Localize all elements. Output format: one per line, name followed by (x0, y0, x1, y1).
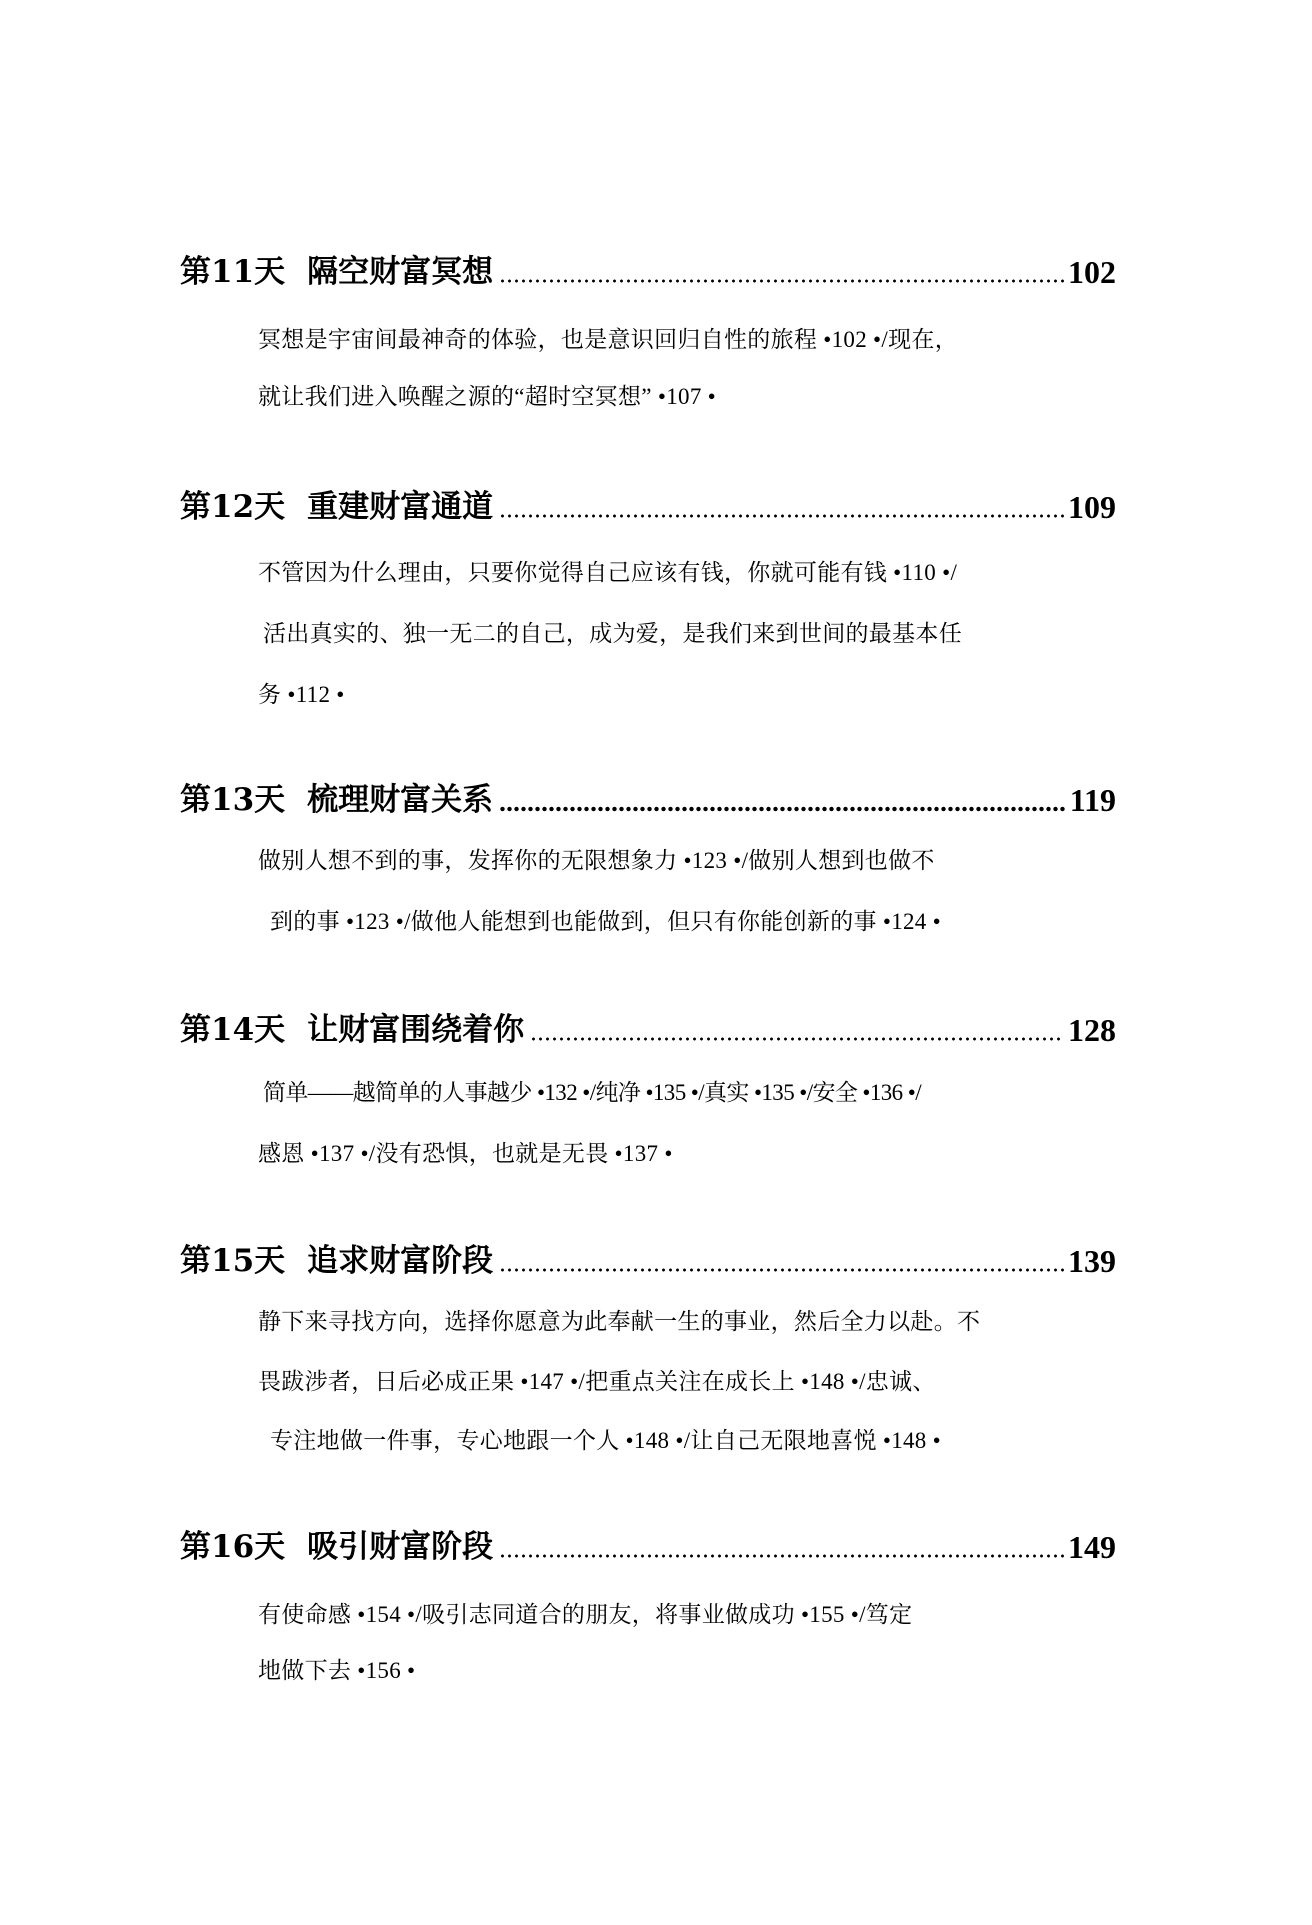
heading-page-number: 139 (1068, 1243, 1116, 1279)
dot-leader (499, 513, 1064, 519)
dot-leader (499, 1267, 1064, 1273)
dot-leader (499, 1553, 1064, 1559)
toc-heading-day13[interactable] (180, 778, 1116, 822)
toc-subentry-line: 冥想是宇宙间最神奇的体验，也是意识回归自性的旅程 •102 •/现在， (258, 327, 958, 352)
heading-title: 让财富围绕着你 (307, 1012, 525, 1048)
toc-subentry-line: 做别人想不到的事，发挥你的无限想象力 •123 •/做别人想到也做不 (258, 848, 935, 873)
toc-heading-day15[interactable] (180, 1239, 1116, 1283)
toc-heading-day14[interactable] (180, 1008, 1116, 1052)
heading-title: 追求财富阶段 (307, 1243, 494, 1279)
dot-leader (530, 1036, 1064, 1042)
heading-title: 梳理财富关系 (307, 782, 494, 818)
toc-subentry-line: 静下来寻找方向，选择你愿意为此奉献一生的事业，然后全力以赴。不 (258, 1309, 981, 1334)
toc-subentry-line: 地做下去 •156 • (258, 1658, 416, 1683)
toc-subentry-line: 活出真实的、独一无二的自己，成为爱，是我们来到世间的最基本任 (263, 621, 962, 646)
heading-day-label: 第13天 (180, 782, 286, 818)
heading-day-label: 第11天 (180, 254, 286, 290)
heading-title: 重建财富通道 (307, 489, 494, 525)
heading-page-number: 128 (1068, 1012, 1116, 1048)
toc-heading-day12[interactable] (180, 485, 1116, 529)
heading-title: 吸引财富阶段 (307, 1529, 494, 1565)
toc-subentry-line: 就让我们进入唤醒之源的“超时空冥想” •107 • (258, 384, 717, 409)
toc-subentry-line: 到的事 •123 •/做他人能想到也能做到，但只有你能创新的事 •124 • (270, 909, 941, 934)
toc-subentry-line: 感恩 •137 •/没有恐惧，也就是无畏 •137 • (258, 1141, 673, 1166)
heading-day-label: 第15天 (180, 1243, 286, 1279)
heading-page-number: 149 (1068, 1529, 1116, 1565)
heading-title: 隔空财富冥想 (307, 254, 494, 290)
heading-day-label: 第16天 (180, 1529, 286, 1565)
heading-day-label: 第14天 (180, 1012, 286, 1048)
toc-subentry-line: 简单——越简单的人事越少 •132 •/纯净 •135 •/真实 •135 •/安全 •136 •/ (263, 1080, 921, 1105)
toc-subentry-line: 专注地做一件事，专心地跟一个人 •148 •/让自己无限地喜悦 •148 • (270, 1428, 941, 1453)
toc-heading-day16[interactable] (180, 1525, 1116, 1569)
heading-day-label: 第12天 (180, 489, 286, 525)
dot-leader (499, 806, 1066, 812)
toc-subentry-line: 务 •112 • (258, 682, 345, 707)
heading-page-number: 119 (1069, 782, 1116, 818)
heading-page-number: 102 (1068, 254, 1116, 290)
dot-leader (499, 278, 1064, 284)
toc-subentry-line: 有使命感 •154 •/吸引志同道合的朋友，将事业做成功 •155 •/笃定 (258, 1602, 913, 1627)
toc-subentry-line: 畏跋涉者，日后必成正果 •147 •/把重点关注在成长上 •148 •/忠诚、 (258, 1369, 936, 1394)
heading-page-number: 109 (1068, 489, 1116, 525)
toc-subentry-line: 不管因为什么理由，只要你觉得自己应该有钱，你就可能有钱 •110 •/ (258, 560, 958, 585)
toc-heading-day11[interactable] (180, 250, 1116, 294)
